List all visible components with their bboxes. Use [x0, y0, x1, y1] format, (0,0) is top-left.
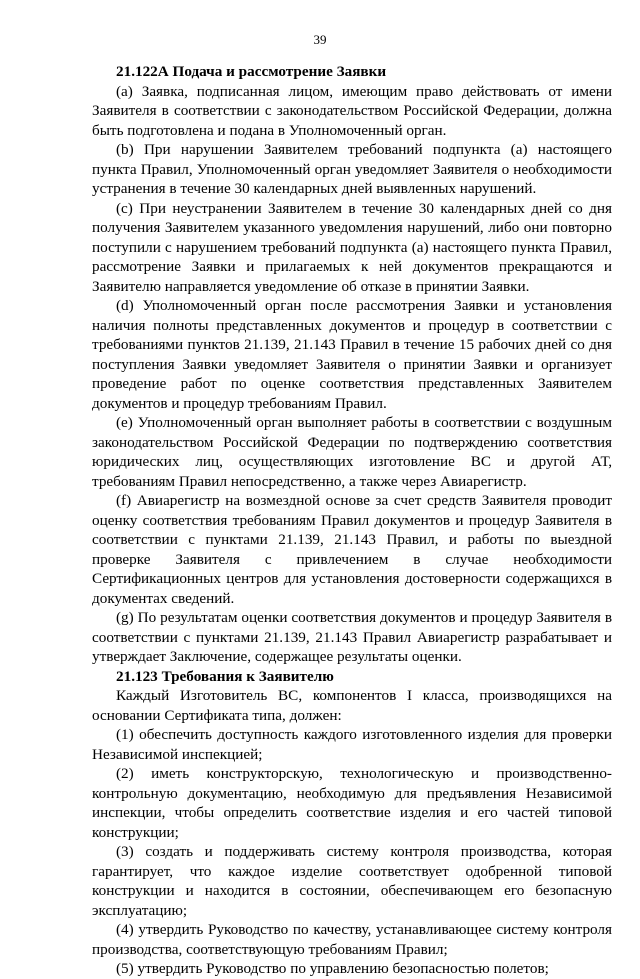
list-item: (5) утвердить Руководство по управлению безопасностью полетов;: [116, 960, 549, 977]
paragraph: (f) Авиарегистр на возмездной основе за счет средств Заявителя проводит оценку соответствия требованиям Правил документов и процедур Заявителя в соответствии с пунктами 21.139, 21.143 Правил, и работы по выездной проверке Заявителя с привлечением в случае необходимости Сертификационных центров для установления достоверности содержащихся в документах сведений.: [92, 492, 612, 607]
paragraph: (d) Уполномоченный орган после рассмотрения Заявки и установления наличия полноты представленных документов и процедур в соответствии с требованиями пунктов 21.139, 21.143 Правил в течение 15 рабочих дней со дня поступления Заявки уведомляет Заявителя о принятии Заявки и организует проведение работ по оценке соответствия представленных Заявителем документов и процедур требованиям Правил.: [92, 297, 612, 412]
list-item: (4) утвердить Руководство по качеству, устанавливающее систему контроля производства, соответствующую требованиям Правил;: [92, 921, 612, 958]
document-body: [92, 62, 612, 979]
page-number: 39: [313, 32, 327, 47]
paragraph: (e) Уполномоченный орган выполняет работы в соответствии с воздушным законодательством Российской Федерации по подтверждению соответствия юридических лиц, осуществляющих изготовление ВС и другой АТ, требованиям Правил непосредственно, а также через Авиарегистр.: [92, 414, 612, 490]
paragraph: Каждый Изготовитель ВС, компонентов I класса, производящихся на основании Сертификата типа, должен:: [92, 687, 612, 724]
paragraph: (g) По результатам оценки соответствия документов и процедур Заявителя в соответствии с пунктами 21.139, 21.143 Правил Авиарегистр разрабатывает и утверждает Заключение, содержащее результаты оценки.: [92, 609, 612, 665]
paragraph: (c) При неустранении Заявителем в течение 30 календарных дней со дня получения Заявителем указанного уведомления нарушений, либо они повторно поступили с нарушением требований подпункта (a) настоящего пункта Правил, рассмотрение Заявки и прилагаемых к ней документов прекращаются и Заявителю направляется уведомление об отказе в принятии Заявки.: [92, 199, 612, 295]
section-heading: 21.122А Подача и рассмотрение Заявки: [116, 63, 387, 80]
list-item: (3) создать и поддерживать систему контроля производства, которая гарантирует, что каждое изделие соответствует одобренной типовой конструкции и находится в состоянии, обеспечивающем его безопасную эксплуатацию;: [92, 843, 612, 919]
paragraph: (b) При нарушении Заявителем требований подпункта (a) настоящего пункта Правил, Уполномоченный орган уведомляет Заявителя о необходимости устранения в течение 30 календарных дней выявленных нарушений.: [92, 141, 612, 197]
list-item: (2) иметь конструкторскую, технологическую и производственно-контрольную документацию, необходимую для предъявления Независимой инспекции, чтобы определить соответствие изделия и его частей типовой конструкции;: [92, 765, 612, 841]
section-heading: 21.123 Требования к Заявителю: [116, 667, 334, 685]
list-item: (1) обеспечить доступность каждого изготовленного изделия для проверки Независимой инспекцией;: [92, 726, 612, 763]
paragraph: (a) Заявка, подписанная лицом, имеющим право действовать от имени Заявителя в соответствии с законодательством Российской Федерации, должна быть подготовлена и подана в Уполномоченный орган.: [92, 82, 612, 139]
